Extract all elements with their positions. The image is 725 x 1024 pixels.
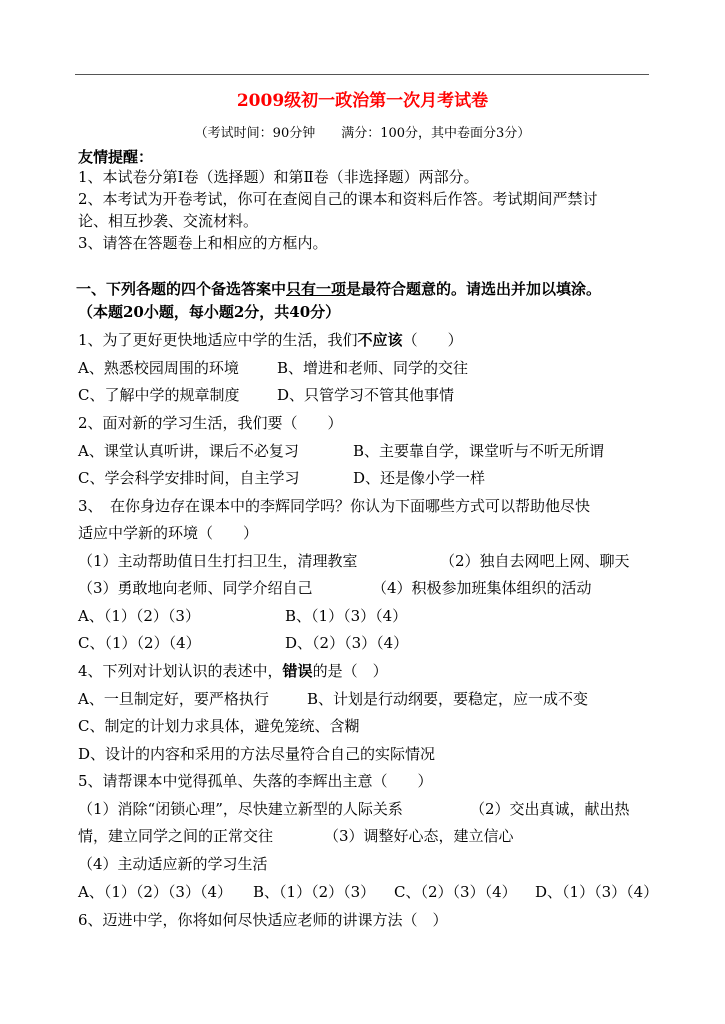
question-4-options-row-1 [78, 689, 648, 709]
question-1-option-d: D、只管学习不管其他事情 [277, 386, 455, 404]
question-5-option-a: A、（1）（2）（3）（4） [78, 883, 233, 901]
instructions-part-2: 是最符合题意的。请选出并加以填涂。 [346, 280, 602, 298]
question-1-stem-c: （ ） [402, 331, 463, 349]
question-5-options-row [78, 882, 658, 902]
notice-item-1: 1、本试卷分第Ⅰ卷（选择题）和第Ⅱ卷（非选择题）两部分。 [78, 168, 479, 186]
question-2-options-row-2 [78, 468, 648, 488]
question-1-option-c: C、了解中学的规章制度 [78, 386, 240, 404]
question-5-statement-2-cont: 情，建立同学之间的正常交往 [78, 827, 274, 845]
question-3-statements-row-2 [78, 578, 648, 598]
question-3-stem-line-2: 适应中学新的环境（ ） [78, 524, 259, 542]
question-3-statements-row-1 [78, 551, 648, 571]
question-2-options-row-1 [78, 441, 648, 461]
header-rule [75, 74, 649, 75]
question-1-options-row-1 [78, 358, 648, 378]
notice-item-2: 2、本考试为开卷考试，你可在查阅自己的课本和资料后作答。考试期间严禁讨 [78, 190, 598, 208]
question-1-option-a: A、熟悉校园周围的环境 [78, 359, 239, 377]
question-5-option-c: C、（2）（3）（4） [394, 883, 517, 901]
question-3-option-d: D、（2）（3）（4） [285, 634, 409, 652]
question-2-option-d: D、还是像小学一样 [353, 469, 486, 487]
question-3-options-row-2 [78, 633, 648, 653]
section-1-instructions [76, 279, 601, 299]
question-5-statement-1: （1）消除“闭锁心理”，尽快建立新型的人际关系 [78, 800, 403, 818]
question-3-statement-1: （1）主动帮助值日生打扫卫生，清理教室 [78, 552, 358, 570]
question-3-statement-2: （2）独自去网吧上网、聊天 [440, 552, 630, 570]
question-4-option-c: C、制定的计划力求具体，避免笼统、含糊 [78, 717, 360, 735]
question-4-option-d: D、设计的内容和采用的方法尽量符合自己的实际情况 [78, 745, 436, 763]
question-3-statement-3: （3）勇敢地向老师、同学介绍自己 [78, 579, 313, 597]
section-1-scoring: （本题20小题，每小题2分，共40分） [78, 303, 341, 321]
question-3-statement-4: （4）积极参加班集体组织的活动 [372, 579, 592, 597]
question-2-option-c: C、学会科学安排时间，自主学习 [78, 469, 300, 487]
exam-subtitle: （考试时间：90分钟 满分：100分，其中卷面分3分） [194, 126, 531, 141]
question-2-stem: 2、面对新的学习生活，我们要（ ） [78, 414, 343, 432]
question-5-option-b: B、（1）（2）（3） [253, 883, 376, 901]
question-2-option-b: B、主要靠自学，课堂听与不听无所谓 [353, 442, 605, 460]
question-5-statement-3: （3）调整好心态，建立信心 [324, 827, 514, 845]
question-4-option-b: B、计划是行动纲要，要稳定，应一成不变 [307, 690, 589, 708]
question-4-stem-a: 4、下列对计划认识的表述中， [78, 662, 283, 680]
question-3-stem-line-1: 3、 在你身边存在课本中的李辉同学吗？你认为下面哪些方式可以帮助他尽快 [78, 497, 591, 515]
question-5-stem: 5、请帮课本中觉得孤单、失落的李辉出主意（ ） [78, 772, 433, 790]
question-5-statements-row-2 [78, 826, 648, 846]
instructions-emphasis: 只有一项 [286, 280, 347, 298]
question-3-option-c: C、（1）（2）（4） [78, 634, 201, 652]
question-5-statement-4: （4）主动适应新的学习生活 [78, 855, 268, 873]
instructions-part-1: 一、下列各题的四个备选答案中 [76, 280, 287, 298]
question-3-option-a: A、（1）（2）（3） [78, 607, 200, 625]
question-4-stem-c: 的是（ ） [312, 662, 388, 680]
question-4-emphasis: 错误 [282, 662, 313, 680]
question-5-statement-2: （2）交出真诚，献出热 [470, 800, 630, 818]
question-1-emphasis: 不应该 [357, 331, 403, 349]
question-1-stem-a: 1、为了更好更快地适应中学的生活，我们 [78, 331, 358, 349]
question-6-stem: 6、迈进中学，你将如何尽快适应老师的讲课方法（ ） [78, 911, 448, 929]
question-3-options-row-1 [78, 606, 648, 626]
notice-item-3: 3、请答在答题卷上和相应的方框内。 [78, 234, 328, 252]
question-4 [78, 661, 388, 681]
notice-heading: 友情提醒： [78, 148, 154, 166]
question-2-option-a: A、课堂认真听讲，课后不必复习 [78, 442, 299, 460]
question-5-option-d: D、（1）（3）（4） [535, 883, 659, 901]
question-1 [78, 330, 463, 350]
question-3-option-b: B、（1）（3）（4） [285, 607, 408, 625]
page-title: 2009级初一政治第一次月考试卷 [236, 91, 489, 111]
question-5-statements-row-1 [78, 799, 648, 819]
question-1-options-row-2 [78, 385, 648, 405]
question-4-option-a: A、一旦制定好，要严格执行 [78, 690, 269, 708]
notice-item-2-cont: 论、相互抄袭、交流材料。 [78, 212, 259, 230]
question-1-option-b: B、增进和老师、同学的交往 [277, 359, 469, 377]
